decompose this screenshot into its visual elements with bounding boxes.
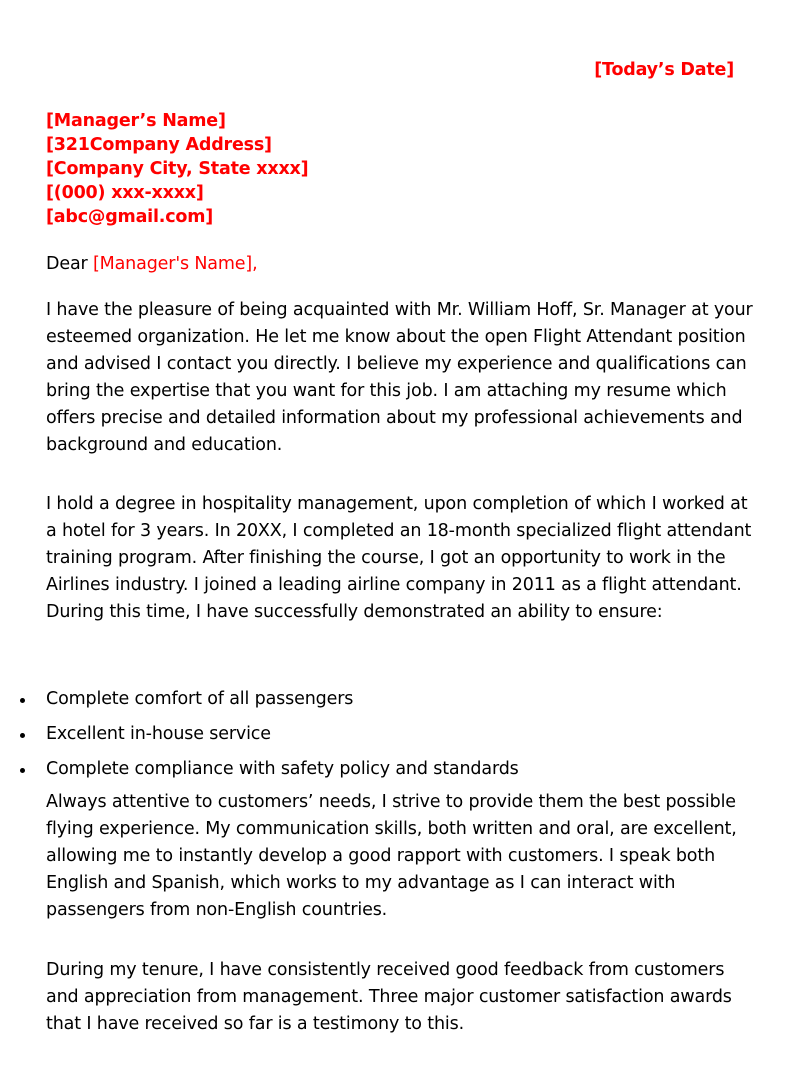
recipient-name: [Manager’s Name] [46, 111, 226, 131]
paragraph-skills: Always attentive to customers’ needs, I strive to provide them the best possible flying experience. My communication skills, both written and oral, are excellent, allowing me to instantly develop a good rapport with customers. I speak both English and Spanish, which works to my advantage as I can interact with passengers from non-English countries. [46, 792, 737, 920]
recipient-address: [321Company Address] [46, 135, 272, 155]
salutation [46, 251, 756, 278]
bullet-icon [20, 733, 25, 738]
list-item [0, 721, 519, 756]
paragraph-experience: I hold a degree in hospitality management, upon completion of which I worked at a hotel for 3 years. In 20XX, I completed an 18-month specialized flight attendant training program. After finishing the course, I got an opportunity to work in the Airlines industry. I joined a leading airline company in 2011 as a flight attendant. During this time, I have successfully demonstrated an ability to ensure: [46, 494, 752, 622]
recipient-phone: [(000) xxx-xxxx] [46, 183, 204, 203]
abilities-list [0, 686, 519, 791]
list-item [0, 686, 519, 721]
paragraph-tenure: During my tenure, I have consistently received good feedback from customers and appreciation from management. Three major customer satisfaction awards that I have received so far is a testimony to this. [46, 960, 732, 1034]
recipient-email: [abc@gmail.com] [46, 207, 214, 227]
salutation-greeting: Dear [46, 254, 93, 274]
date-placeholder: [Today’s Date] [594, 60, 734, 80]
list-item-text: Complete compliance with safety policy and standards [46, 759, 519, 779]
bullet-icon [20, 698, 25, 703]
list-item-text: Excellent in-house service [46, 724, 271, 744]
list-item [0, 756, 519, 791]
recipient-address-block [46, 109, 308, 229]
salutation-name: [Manager's Name], [92, 254, 258, 274]
bullet-icon [20, 768, 25, 773]
list-item-text: Complete comfort of all passengers [46, 689, 354, 709]
recipient-city-state: [Company City, State xxxx] [46, 159, 309, 179]
paragraph-intro: I have the pleasure of being acquainted with Mr. William Hoff, Sr. Manager at your esteemed organization. He let me know about the open Flight Attendant position and advised I contact you directly. I believe my experience and qualifications can bring the expertise that you want for this job. I am attaching my resume which offers precise and detailed information about my professional achievements and background and education. [46, 300, 753, 455]
